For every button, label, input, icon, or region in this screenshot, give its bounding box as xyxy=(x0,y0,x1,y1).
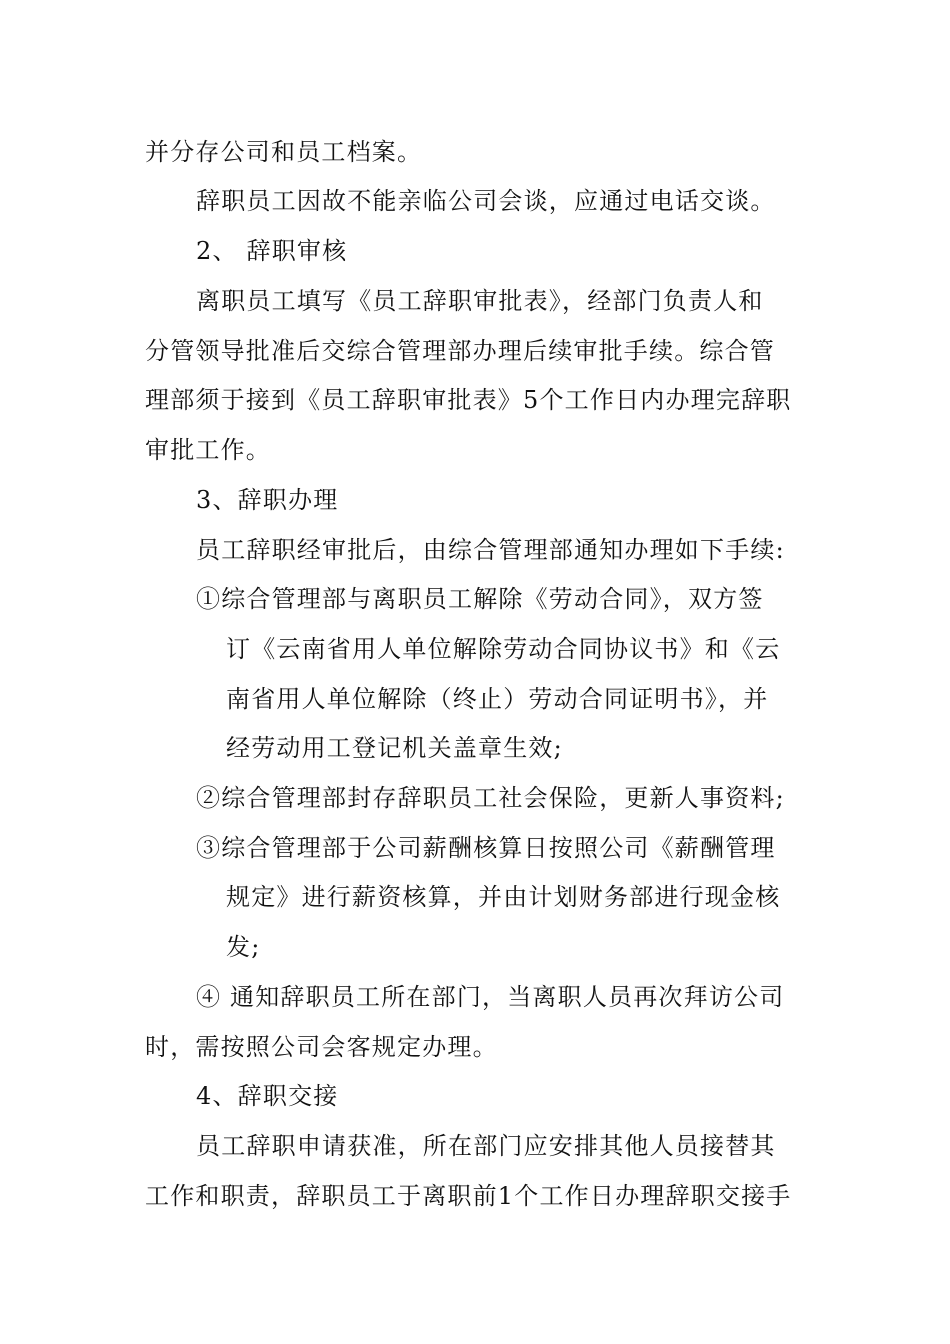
text-line: 分管领导批准后交综合管理部办理后续审批手续。综合管 xyxy=(145,337,775,365)
text-line: 时，需按照公司会客规定办理。 xyxy=(145,1033,498,1061)
text-line: 工作和职责，辞职员工于离职前1个工作日办理辞职交接手 xyxy=(145,1182,792,1210)
section-heading: 2、 辞职审核 xyxy=(196,237,348,265)
text-line: 员工辞职经审批后，由综合管理部通知办理如下手续: xyxy=(196,536,785,564)
text-line: 并分存公司和员工档案。 xyxy=(145,138,423,166)
section-heading: 3、辞职办理 xyxy=(196,486,339,514)
list-item-continuation: 规定》进行薪资核算，并由计划财务部进行现金核 xyxy=(226,883,781,911)
section-heading: 4、辞职交接 xyxy=(196,1082,339,1110)
text-line: 理部须于接到《员工辞职审批表》5个工作日内办理完辞职 xyxy=(145,386,792,414)
list-item-continuation: 订《云南省用人单位解除劳动合同协议书》和《云 xyxy=(226,635,781,663)
list-item: ①综合管理部与离职员工解除《劳动合同》，双方签 xyxy=(196,585,764,613)
list-item: ③综合管理部于公司薪酬核算日按照公司《薪酬管理 xyxy=(196,834,776,862)
list-item-continuation: 经劳动用工登记机关盖章生效; xyxy=(226,734,563,762)
list-item-continuation: 南省用人单位解除（终止）劳动合同证明书》，并 xyxy=(226,685,769,713)
text-line: 离职员工填写《员工辞职审批表》，经部门负责人和 xyxy=(196,287,764,315)
text-line: 员工辞职申请获准，所在部门应安排其他人员接替其 xyxy=(196,1132,776,1160)
list-item: ④ 通知辞职员工所在部门，当离职人员再次拜访公司 xyxy=(196,983,785,1011)
list-item: ②综合管理部封存辞职员工社会保险，更新人事资料; xyxy=(196,784,785,812)
text-line: 辞职员工因故不能亲临公司会谈，应通过电话交谈。 xyxy=(196,187,776,215)
text-line: 审批工作。 xyxy=(145,436,271,464)
list-item-continuation: 发; xyxy=(226,933,261,961)
